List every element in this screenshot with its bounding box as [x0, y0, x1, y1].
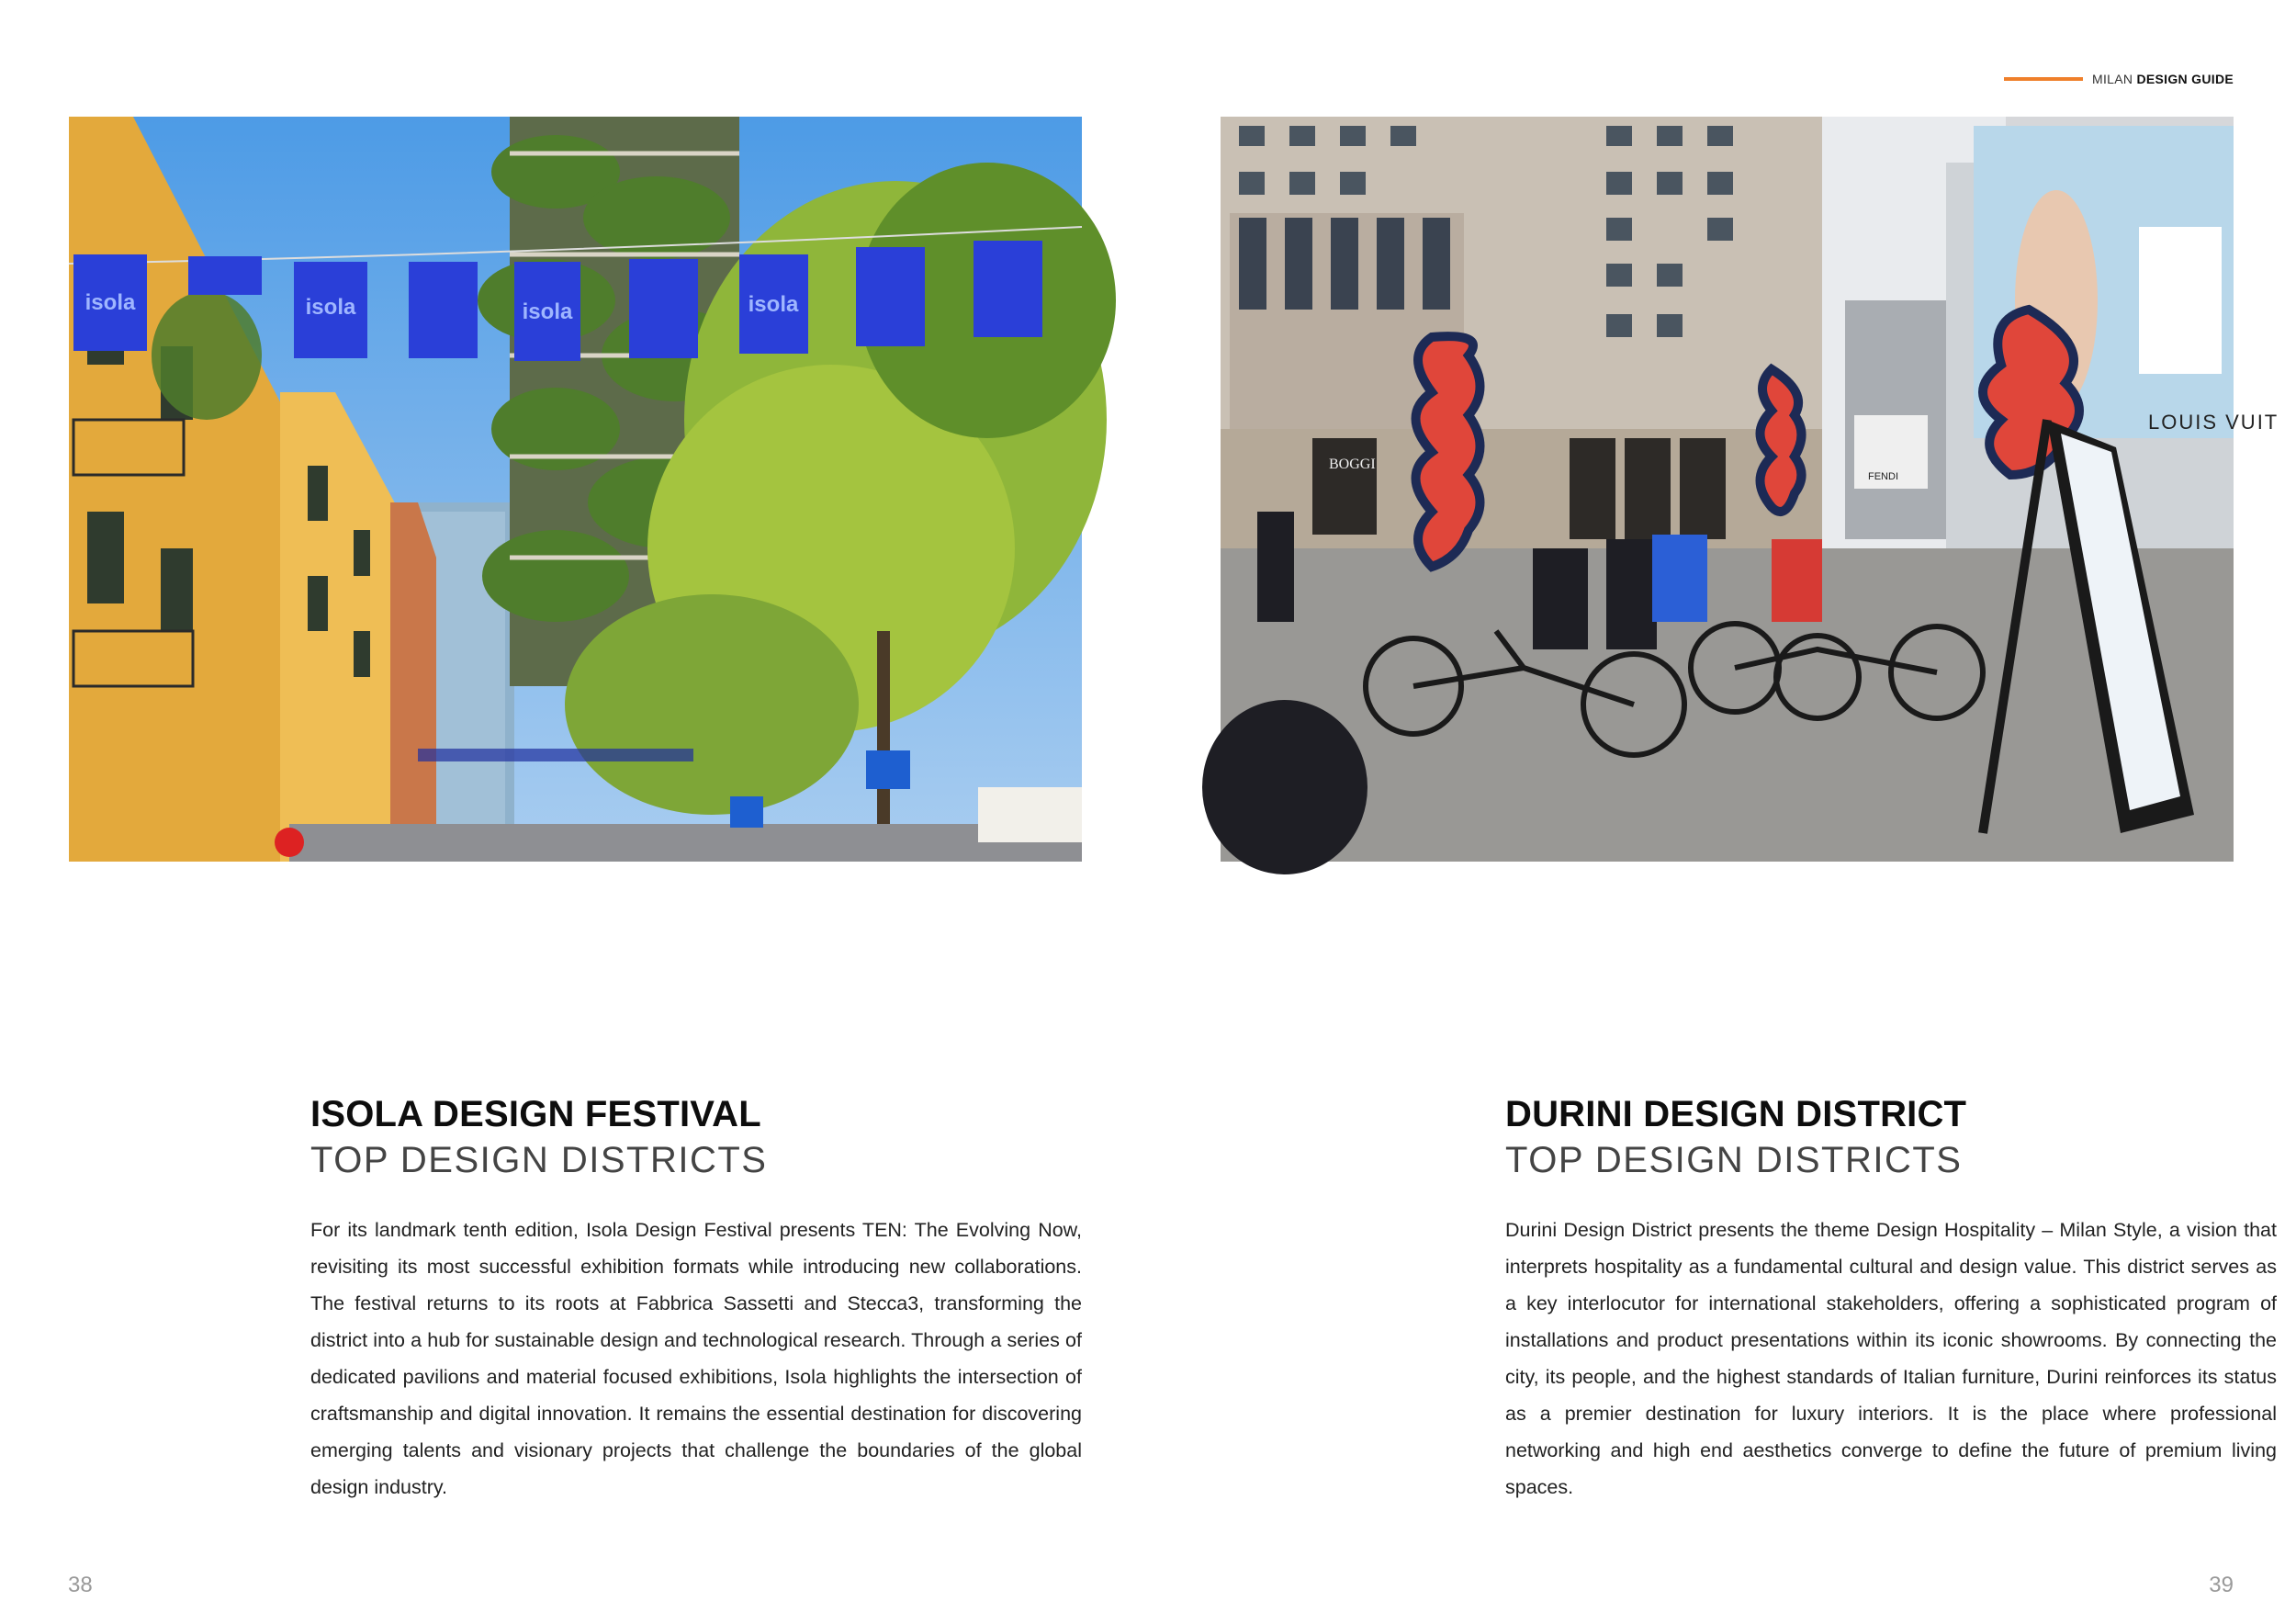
durini-body: Durini Design District presents the theme Design Hospitality – Milan Style, a vision that interprets hospitality as a fundamental cultural and design value. This district serves as a key interlocutor for international stakeholders, offering a sophisticated program of installations and product presentations within its iconic showrooms. By connecting the city, its people, and the highest standards of Italian furniture, Durini reinforces its status as a premier destination for luxury interiors. It is the place where professional networking and high end aesthetics converge to define the future of premium living spaces.: [1505, 1219, 2277, 1499]
isola-subtitle: TOP DESIGN DISTRICTS: [310, 1140, 768, 1180]
louis-vuitton-sign: LOUIS VUIT: [2148, 411, 2279, 434]
durini-square-photo: [1221, 117, 2279, 862]
isola-photo-illustration: [69, 117, 1082, 862]
durini-title: DURINI DESIGN DISTRICT: [1505, 1094, 1967, 1134]
flag-text: isola: [748, 292, 799, 317]
flag-text: isola: [522, 299, 573, 324]
flag-text: isola: [84, 290, 136, 315]
header-title: [2092, 72, 2234, 86]
durini-photo-illustration: [1221, 117, 2279, 862]
flag-text: isola: [305, 295, 356, 320]
isola-title: ISOLA DESIGN FESTIVAL: [310, 1094, 761, 1134]
header-prefix: MILAN: [2091, 72, 2133, 86]
isola-section: [310, 1091, 1082, 1526]
fendi-sign: FENDI: [1868, 471, 1898, 482]
boggi-sign: BOGGI: [1329, 457, 1376, 472]
isola-body: For its landmark tenth edition, Isola Design Festival presents TEN: The Evolving Now, revisiting its most successful exhibition formats while introducing new collaborations. The festival returns to its roots at Fabbrica Sassetti and Stecca3, transforming the district into a hub for sustainable design and technological research. Through a series of dedicated pavilions and material focused exhibitions, Isola highlights the intersection of craftsmanship and digital innovation. It remains the essential destination for discovering emerging talents and visionary projects that challenge the boundaries of the global design industry.: [310, 1219, 1082, 1499]
page-number-right: 39: [2209, 1573, 2234, 1597]
header-bold: DESIGN GUIDE: [2136, 72, 2234, 86]
page-number-left: 38: [68, 1573, 93, 1597]
durini-subtitle: TOP DESIGN DISTRICTS: [1505, 1140, 1963, 1180]
durini-section: [1505, 1091, 2277, 1526]
isola-street-photo: [69, 117, 1082, 862]
header-accent-line: [2004, 77, 2083, 81]
running-header: [2004, 72, 2234, 86]
